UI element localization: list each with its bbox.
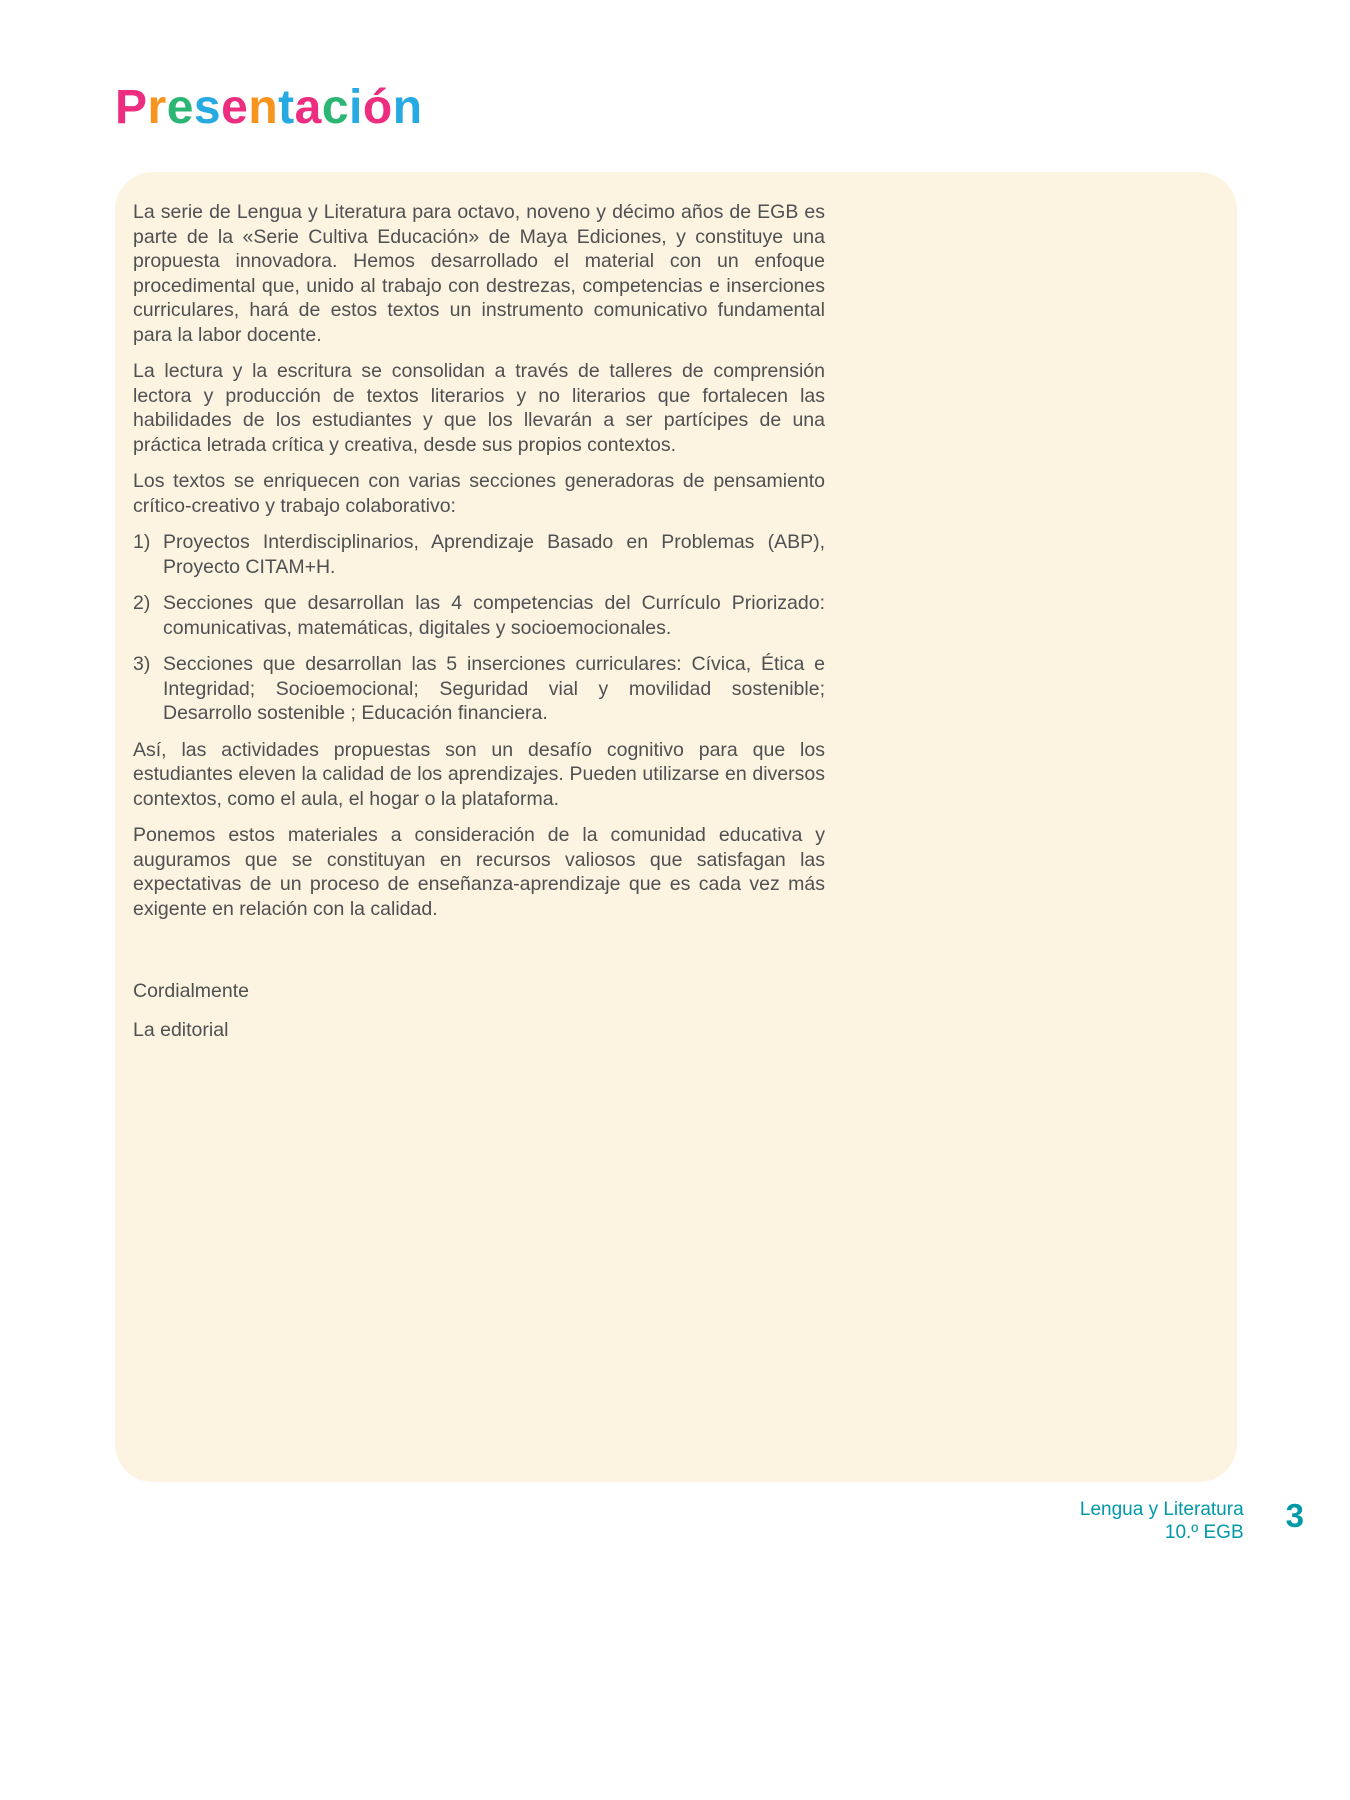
closing-salutation: Cordialmente: [133, 980, 249, 1002]
footer-book-info: [1080, 1498, 1244, 1544]
title-letter: n: [392, 81, 423, 134]
title-letter: e: [166, 81, 194, 134]
list-item-number: 1): [133, 531, 151, 553]
footer-book-title: Lengua y Literatura: [1079, 1499, 1244, 1520]
title-letter: s: [193, 81, 222, 134]
intro-paragraph: Los textos se enriquecen con varias secciones generadoras de pensamiento crítico-creativo y trabajo colaborativo:: [133, 470, 825, 517]
presentation-card: [115, 172, 1237, 1482]
presentation-text: [133, 200, 825, 1042]
list-item-text: Secciones que desarrollan las 4 competencias del Currículo Priorizado: comunicativas, matemáticas, digitales y socioemocionales.: [163, 592, 825, 639]
intro-paragraph: La lectura y la escritura se consolidan a través de talleres de comprensión lectora y producción de textos literarios y no literarios que fortalecen las habilidades de los estudiantes y que los llevarán a ser partícipes de una práctica letrada crítica y creativa, desde sus propios contextos.: [133, 360, 825, 456]
list-item: [133, 591, 825, 640]
footer-grade: 10.º EGB: [1164, 1522, 1244, 1543]
closing-signature: La editorial: [133, 1018, 229, 1041]
title-letter: i: [349, 81, 363, 134]
list-item-number: 2): [133, 592, 151, 614]
title-letter: c: [321, 81, 350, 134]
list-item-text: Proyectos Interdisciplinarios, Aprendizaje Basado en Problemas (ABP), Proyecto CITAM+H.: [163, 531, 825, 578]
outro-paragraph: Así, las actividades propuestas son un desafío cognitivo para que los estudiantes eleven la calidad de los aprendizajes. Pueden utilizarse en diversos contextos, como el aula, el hogar o la plataforma.: [133, 738, 825, 810]
list-item-text: Secciones que desarrollan las 5 inserciones curriculares: Cívica, Ética e Integridad; Socioemocional; Seguridad vial y movilidad sostenible; Desarrollo sostenible ; Educación financiera.: [163, 653, 825, 724]
page-number: 3: [1285, 1497, 1304, 1534]
title-letter: P: [115, 81, 148, 134]
page-footer: [1080, 1498, 1304, 1544]
title-letter: t: [278, 81, 295, 134]
page-title: [115, 81, 423, 134]
title-letter: n: [248, 81, 279, 134]
title-letter: e: [221, 81, 249, 134]
title-letter: a: [294, 81, 322, 134]
list-item: [133, 652, 825, 726]
title-letter: r: [147, 81, 167, 134]
list-item: [133, 530, 825, 579]
outro-paragraph: Ponemos estos materiales a consideración de la comunidad educativa y auguramos que se constituyan en recursos valiosos que satisfagan las expectativas de un proceso de enseñanza-aprendizaje que es cada vez más exigente en relación con la calidad.: [133, 824, 825, 920]
list-item-number: 3): [133, 653, 151, 675]
title-letter: ó: [362, 81, 393, 134]
intro-paragraph: La serie de Lengua y Literatura para octavo, noveno y décimo años de EGB es parte de la «Serie Cultiva Educación» de Maya Ediciones, y constituye una propuesta innovadora. Hemos desarrollado el material con un enfoque procedimental que, unido al trabajo con destrezas, competencias e inserciones curriculares, hará de estos textos un instrumento comunicativo fundamental para la labor docente.: [133, 201, 825, 346]
